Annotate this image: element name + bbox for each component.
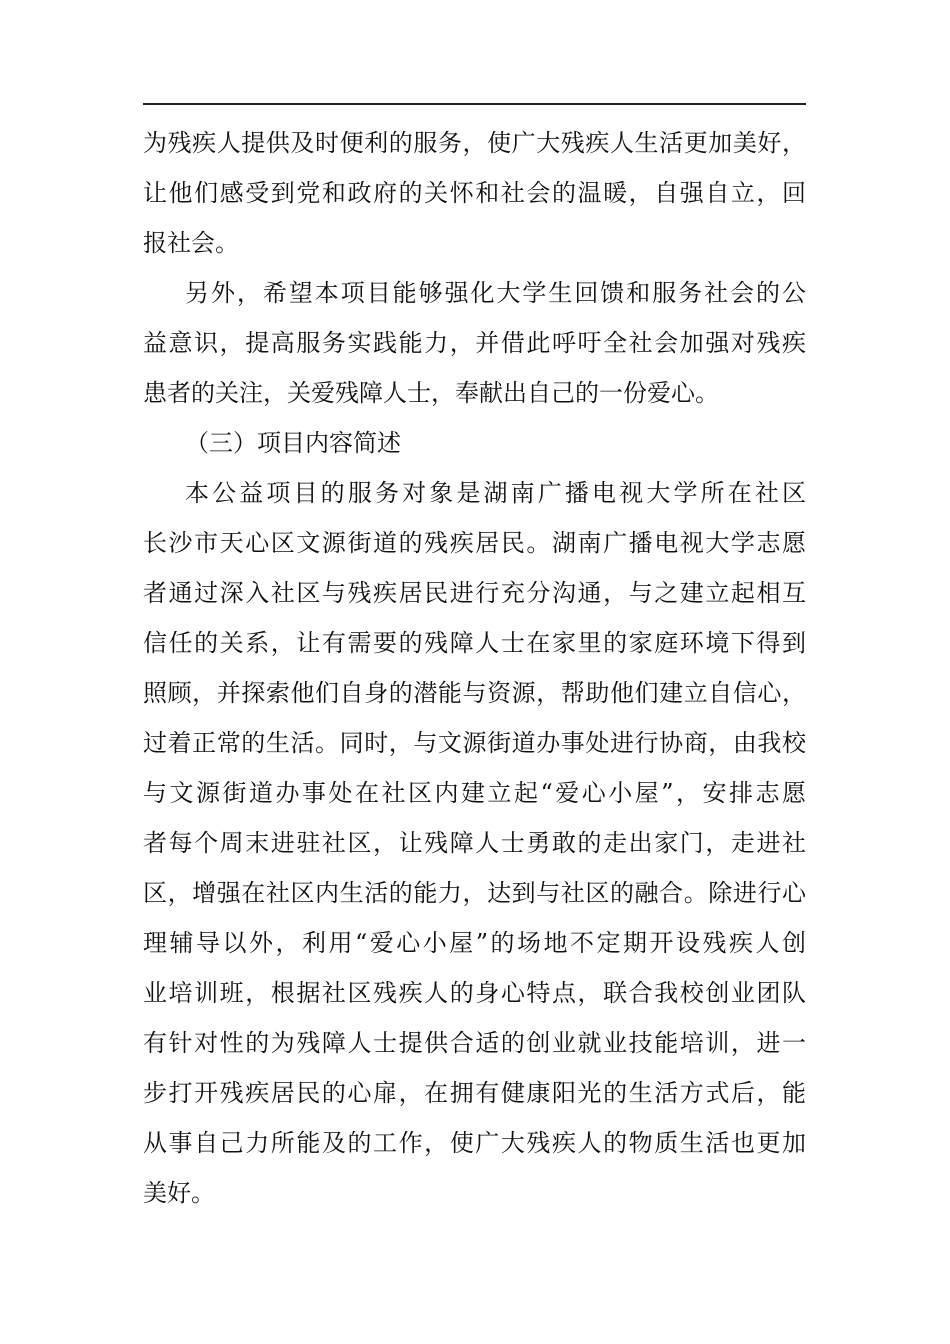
text-line: 信任的关系，让有需要的残障人士在家里的家庭环境下得到 bbox=[143, 629, 806, 657]
text-line: 与文源街道办事处在社区内建立起“爱心小屋”，安排志愿 bbox=[143, 779, 806, 807]
document-body bbox=[143, 118, 806, 1218]
paragraph-3 bbox=[143, 468, 806, 1218]
text-line: 让他们感受到党和政府的关怀和社会的温暖，自强自立，回 bbox=[143, 179, 806, 207]
text-line: 为残疾人提供及时便利的服务，使广大残疾人生活更加美好， bbox=[143, 129, 806, 157]
text-line: 照顾，并探索他们自身的潜能与资源，帮助他们建立自信心， bbox=[143, 679, 806, 707]
text-line: 者每个周末进驻社区，让残障人士勇敢的走出家门，走进社 bbox=[143, 829, 806, 857]
text-line: 区，增强在社区内生活的能力，达到与社区的融合。除进行心 bbox=[143, 879, 806, 907]
header-rule bbox=[143, 103, 806, 105]
text-line: 业培训班，根据社区残疾人的身心特点，联合我校创业团队 bbox=[143, 979, 806, 1007]
text-line: 理辅导以外，利用“爱心小屋”的场地不定期开设残疾人创 bbox=[143, 929, 806, 957]
text-line: 有针对性的为残障人士提供合适的创业就业技能培训，进一 bbox=[143, 1029, 806, 1057]
text-line: 本公益项目的服务对象是湖南广播电视大学所在社区 bbox=[185, 479, 806, 507]
text-line: 过着正常的生活。同时，与文源街道办事处进行协商，由我校 bbox=[143, 729, 806, 757]
section-heading: （三）项目内容简述 bbox=[185, 429, 401, 457]
text-line: 步打开残疾居民的心扉，在拥有健康阳光的生活方式后，能 bbox=[143, 1079, 806, 1107]
text-line: 益意识，提高服务实践能力，并借此呼吁全社会加强对残疾 bbox=[143, 329, 806, 357]
text-line: 报社会。 bbox=[143, 229, 239, 257]
paragraph-2 bbox=[143, 268, 806, 418]
text-line: 者通过深入社区与残疾居民进行充分沟通，与之建立起相互 bbox=[143, 579, 806, 607]
text-line: 从事自己力所能及的工作，使广大残疾人的物质生活也更加 bbox=[143, 1129, 806, 1157]
text-line: 美好。 bbox=[143, 1179, 215, 1207]
paragraph-1 bbox=[143, 118, 806, 268]
text-line: 另外，希望本项目能够强化大学生回馈和服务社会的公 bbox=[185, 279, 806, 307]
text-line: 长沙市天心区文源街道的残疾居民。湖南广播电视大学志愿 bbox=[143, 529, 806, 557]
text-line: 患者的关注，关爱残障人士，奉献出自己的一份爱心。 bbox=[143, 379, 719, 407]
